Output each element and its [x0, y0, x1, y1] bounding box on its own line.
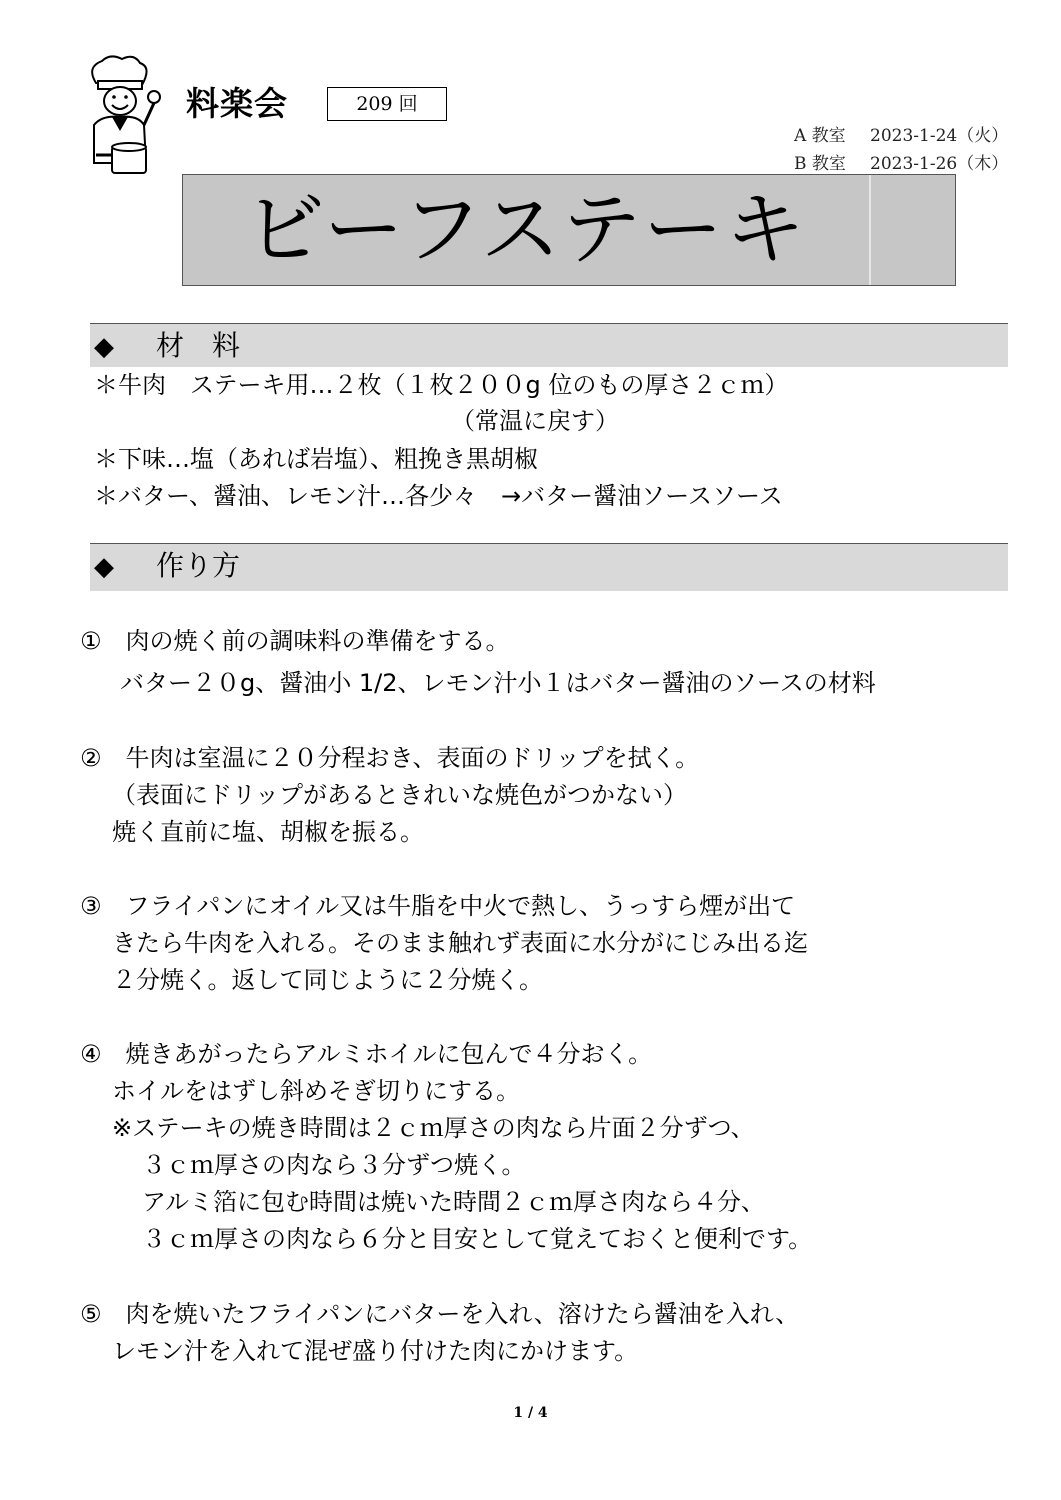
ingredients-header: [90, 323, 1008, 367]
page-number: 1 / 4: [513, 1405, 548, 1421]
step-line: ③ フライパンにオイル又は牛脂を中火で熱し、うっすら煙が出て: [80, 892, 796, 920]
section-heading: 材 料: [156, 329, 241, 362]
diamond-icon: ◆: [94, 332, 114, 362]
step-line: ホイルをはずし斜めそぎ切りにする。: [112, 1077, 520, 1105]
step-line: きたら牛肉を入れる。そのまま触れず表面に水分がにじみ出る迄: [112, 929, 808, 957]
method-header: [90, 543, 1008, 591]
step-line: （表面にドリップがあるときれいな焼色がつかない）: [112, 781, 688, 809]
section-heading: 作り方: [156, 549, 241, 582]
date-value: 2023-1-26（木）: [870, 154, 1009, 174]
room-label: A 教室: [794, 126, 846, 146]
step-line: バター２０g、醤油小 1/2、レモン汁小１はバター醤油のソースの材料: [120, 669, 876, 697]
class-dates: [794, 122, 1008, 178]
recipe-title: ビーフステーキ: [245, 183, 807, 276]
session-number: 209 回: [327, 87, 447, 121]
date-row: [794, 122, 1008, 150]
room-label: B 教室: [794, 154, 846, 174]
step-line: ３ｃｍ厚さの肉なら６分と目安として覚えておくと便利です。: [142, 1225, 813, 1253]
step-line: ⑤ 肉を焼いたフライパンにバターを入れ、溶けたら醤油を入れ、: [80, 1300, 800, 1328]
date-value: 2023-1-24（火）: [870, 126, 1009, 146]
step-line: レモン汁を入れて混ぜ盛り付けた肉にかけます。: [112, 1337, 639, 1365]
org-name: 料楽会: [186, 84, 288, 123]
step-line: ３ｃｍ厚さの肉なら３分ずつ焼く。: [142, 1151, 526, 1179]
step-line: アルミ箔に包む時間は焼いた時間２ｃｍ厚さ肉なら４分、: [142, 1188, 766, 1216]
ingredient-line: （常温に戻す）: [451, 407, 619, 435]
chef-logo: [82, 55, 162, 180]
title-divider: [869, 175, 871, 285]
ingredient-line: ＊下味…塩（あれば岩塩）、粗挽き黒胡椒: [94, 445, 538, 473]
step-line: ※ステーキの焼き時間は２ｃｍ厚さの肉なら片面２分ずつ、: [112, 1114, 755, 1142]
recipe-title-box: [182, 174, 956, 286]
step-line: ④ 焼きあがったらアルミホイルに包んで４分おく。: [80, 1040, 653, 1068]
step-line: ② 牛肉は室温に２０分程おき、表面のドリップを拭く。: [80, 744, 700, 772]
ingredient-line: ＊牛肉 ステーキ用…２枚（１枚２００g 位のもの厚さ２ｃｍ）: [94, 371, 789, 399]
ingredient-line: ＊バター、醤油、レモン汁…各少々 →バター醤油ソースソース: [94, 482, 783, 510]
step-line: 焼く直前に塩、胡椒を振る。: [112, 818, 424, 846]
diamond-icon: ◆: [94, 552, 114, 582]
step-line: ① 肉の焼く前の調味料の準備をする。: [80, 627, 510, 655]
step-line: ２分焼く。返して同じように２分焼く。: [112, 966, 544, 994]
